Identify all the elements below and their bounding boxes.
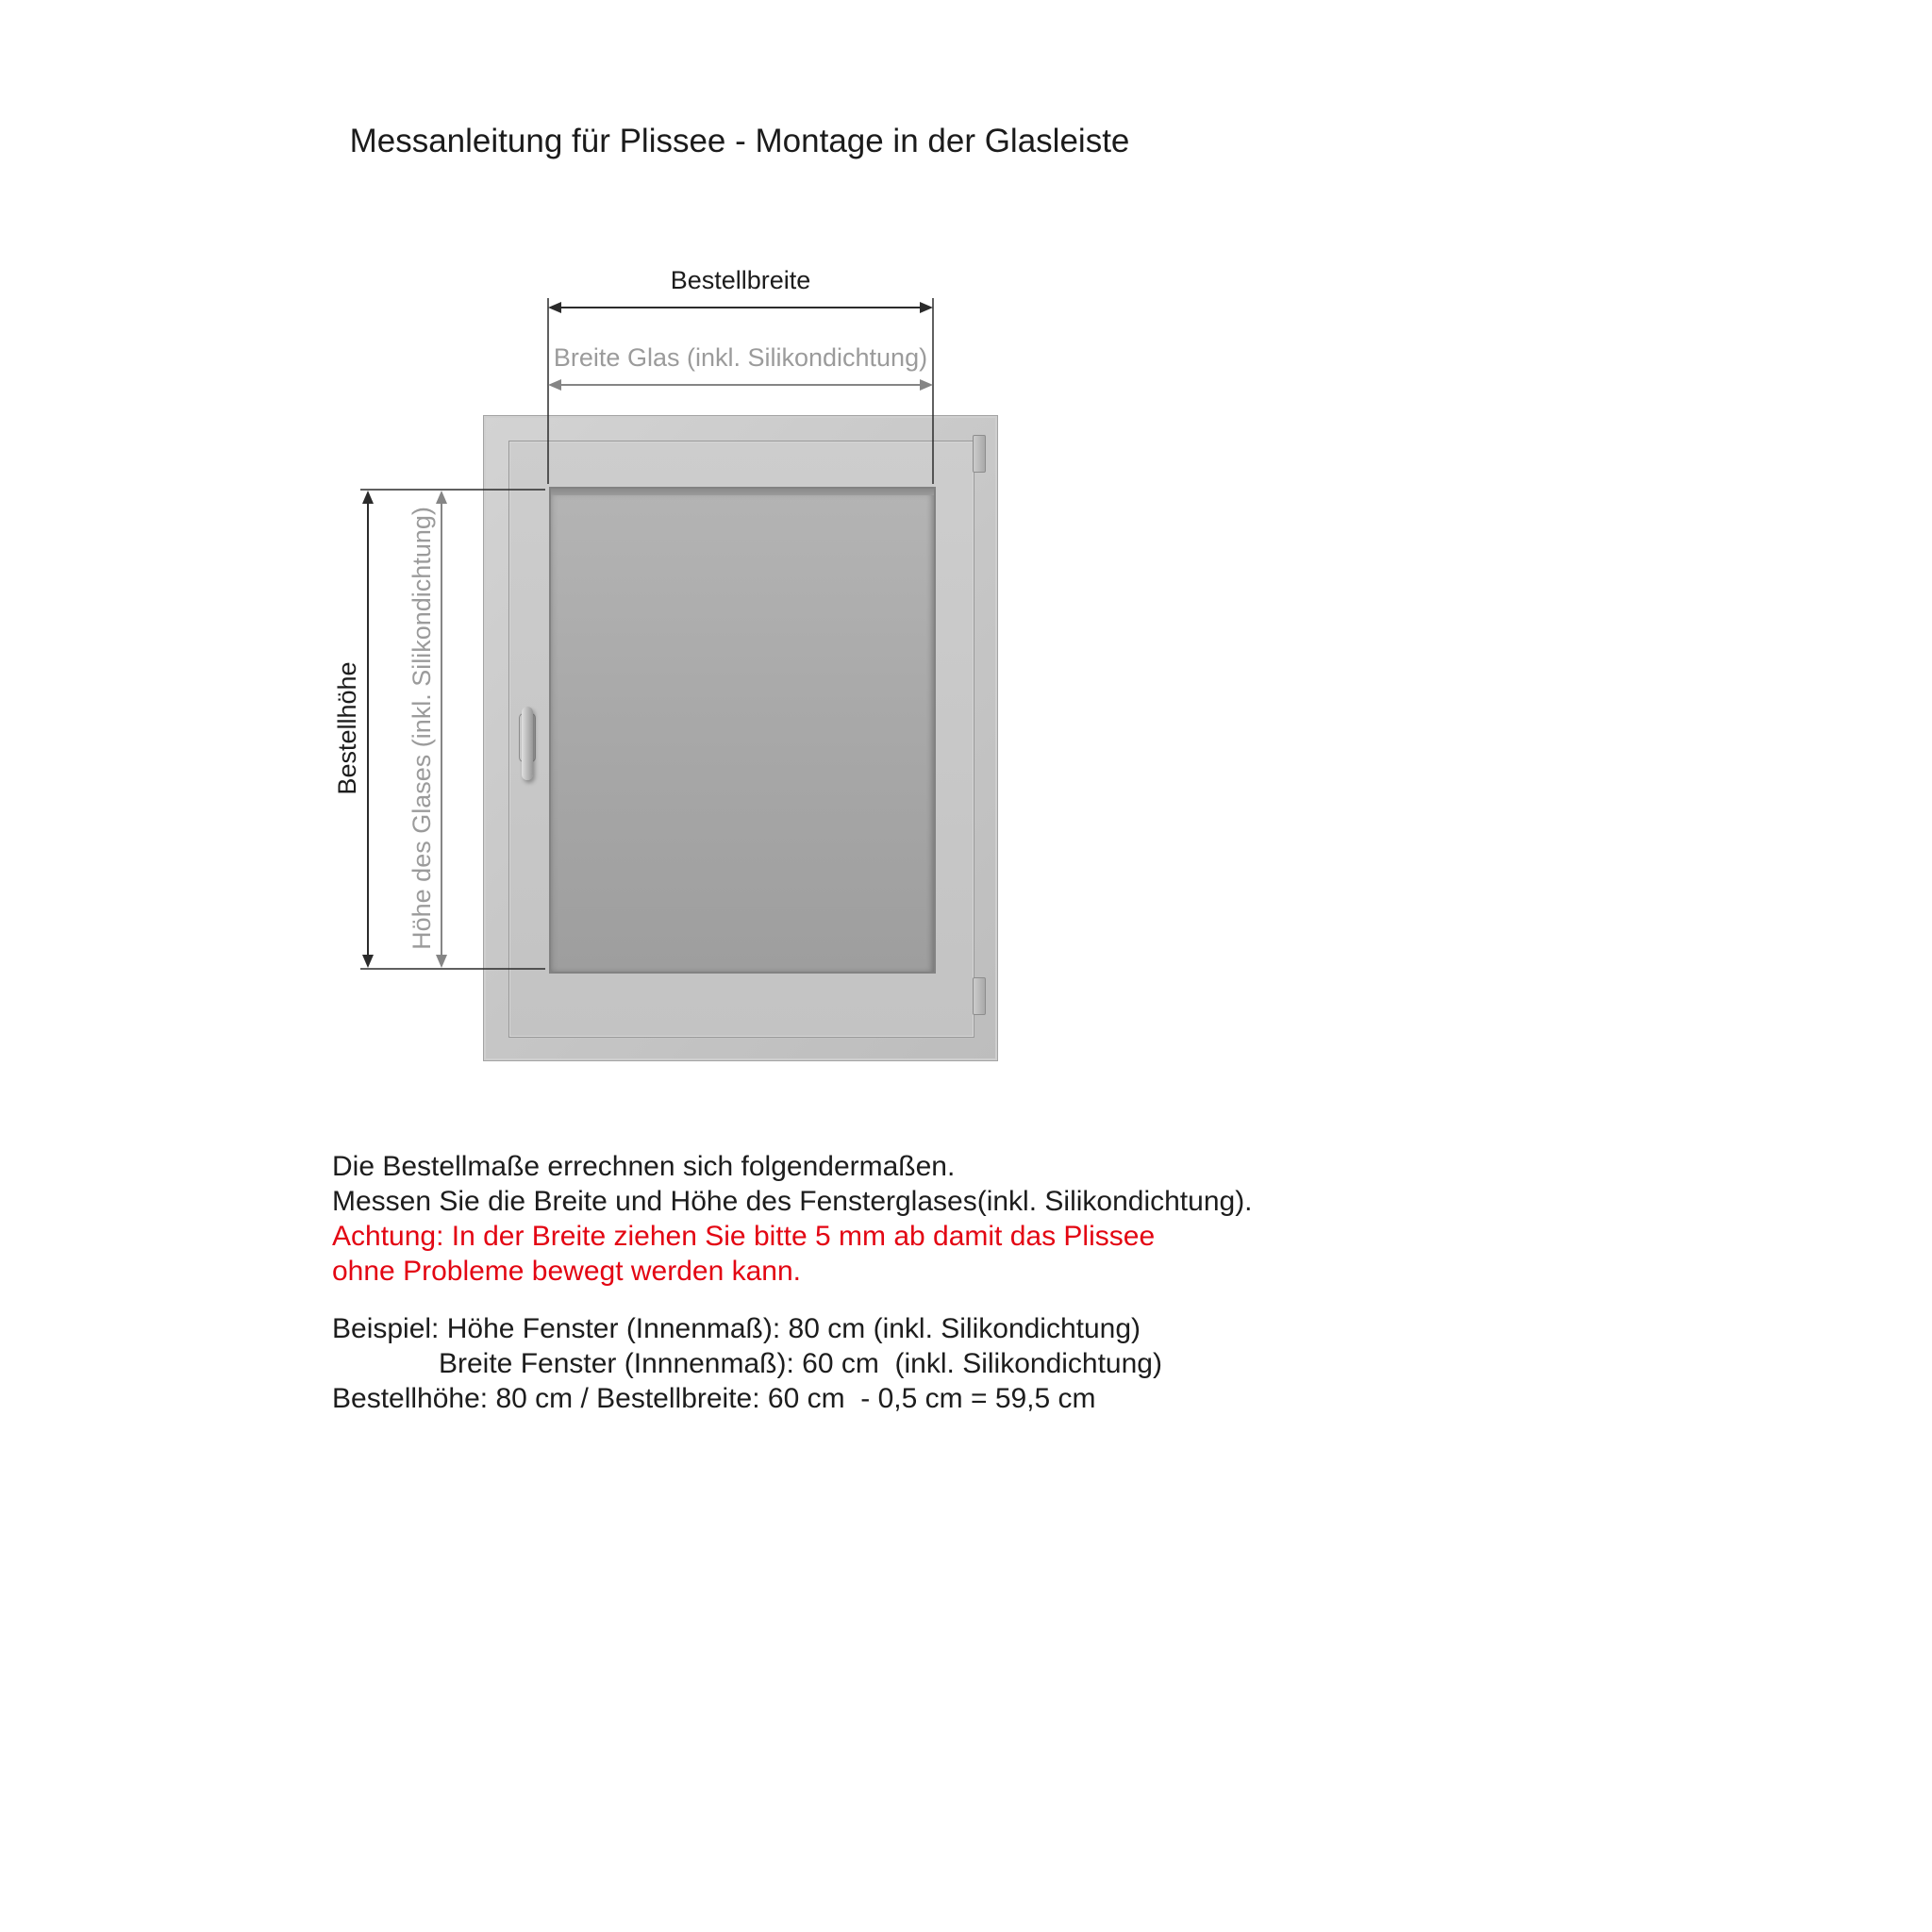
instruction-line-2: Messen Sie die Breite und Höhe des Fensterglases(inkl. Silikondichtung). <box>332 1186 1253 1217</box>
text-spacer <box>332 1289 1253 1311</box>
dimension-label-order-width: Bestellbreite <box>670 266 811 294</box>
instruction-line-1: Die Bestellmaße errechnen sich folgendermaßen. <box>332 1151 956 1182</box>
dimension-label-glass-width: Breite Glas (inkl. Silikondichtung) <box>553 343 928 372</box>
window-sash <box>508 441 974 1038</box>
window-glass <box>549 487 936 974</box>
window-frame <box>483 415 998 1061</box>
dimension-label-order-height: Bestellhöhe <box>333 661 361 795</box>
example-line-1: Beispiel: Höhe Fenster (Innenmaß): 80 cm (inkl. Silikondichtung) <box>332 1313 1141 1344</box>
glazing-top-rail <box>551 489 934 495</box>
example-line-2: Breite Fenster (Innnenmaß): 60 cm (inkl. Silikondichtung) <box>439 1348 1162 1379</box>
warning-line-1: Achtung: In der Breite ziehen Sie bitte 5 mm ab damit das Plissee <box>332 1221 1156 1252</box>
window-hinge-top <box>973 435 986 473</box>
warning-line-2: ohne Probleme bewegt werden kann. <box>332 1256 801 1287</box>
page-title: Messanleitung für Plissee - Montage in der Glasleiste <box>349 123 1130 159</box>
window-handle <box>522 707 533 780</box>
dimension-label-glass-height: Höhe des Glases (inkl. Silikondichtung) <box>408 507 436 950</box>
window-hinge-bottom <box>973 977 986 1015</box>
instruction-text <box>332 1149 1253 1416</box>
example-line-3: Bestellhöhe: 80 cm / Bestellbreite: 60 cm - 0,5 cm = 59,5 cm <box>332 1383 1096 1414</box>
